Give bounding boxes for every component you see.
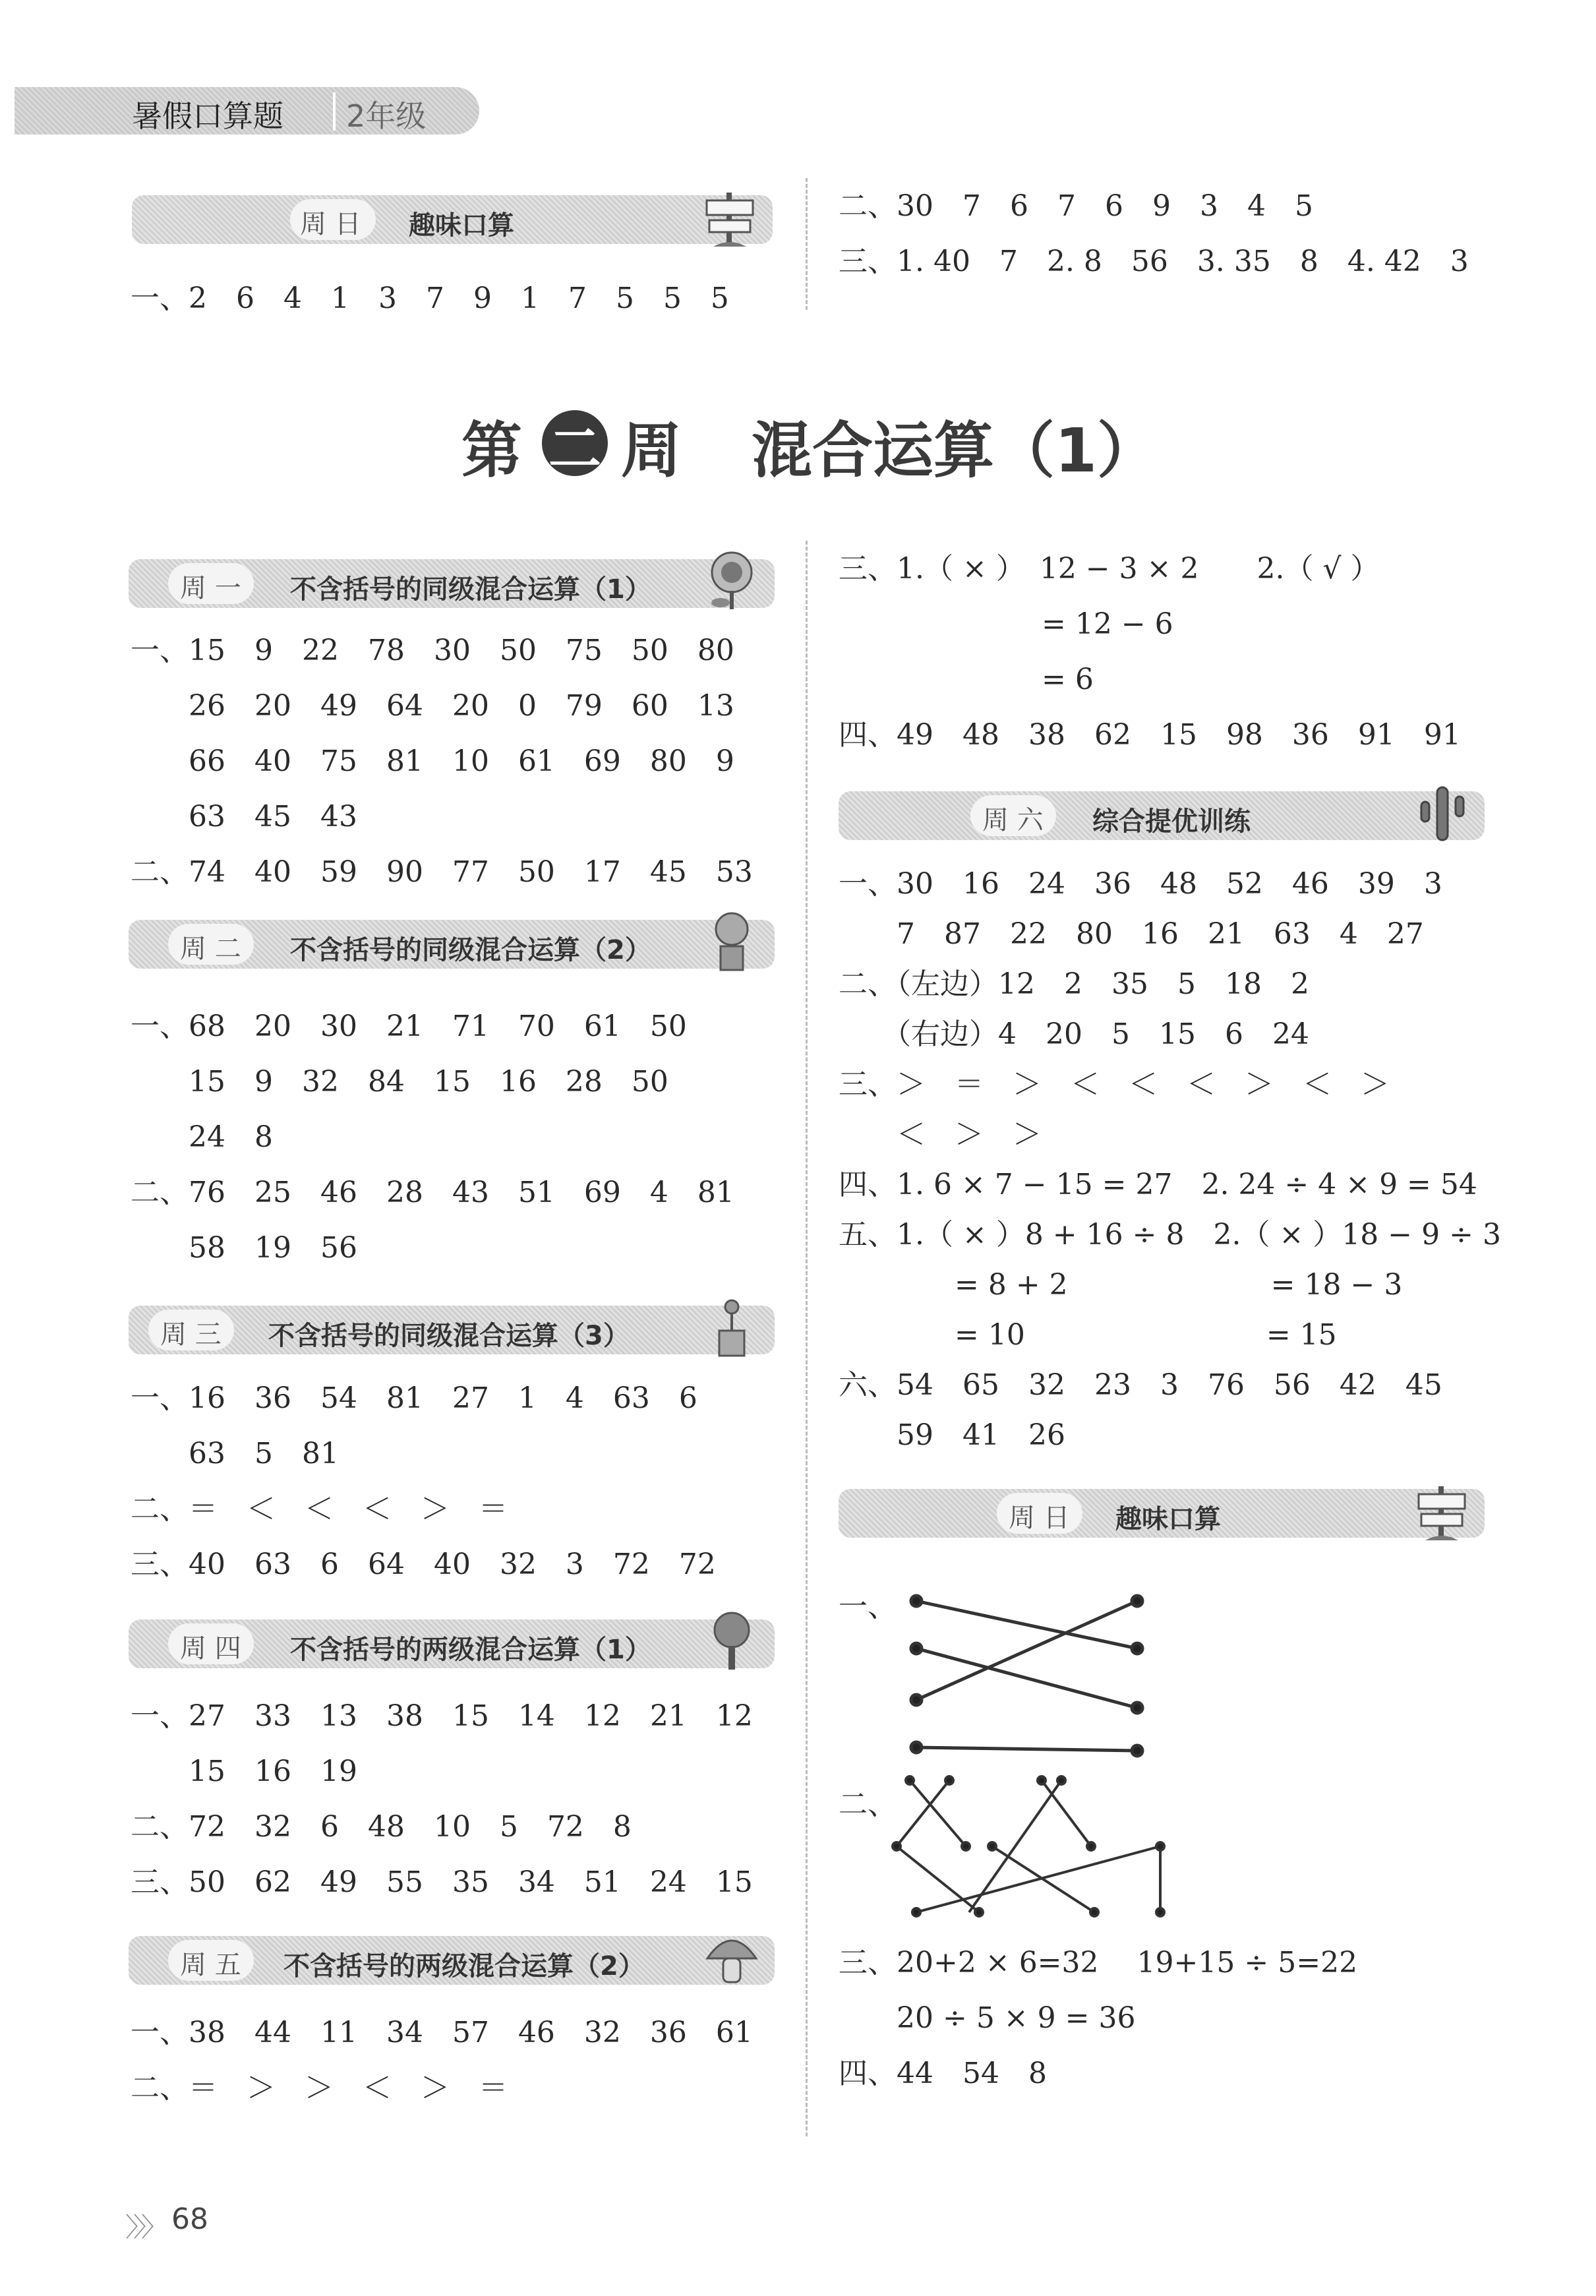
answer-line: 四、49 48 38 62 15 98 36 91 91 [839,718,1461,752]
page-arrows-icon: 〉〉〉 [125,2212,162,2243]
section-title: 趣味口算 [1115,1504,1221,1534]
answer-line: 63 5 81 [131,1437,339,1470]
answer-line: （右边）4 20 5 15 6 24 [839,1017,1309,1051]
sunflower-icon [702,550,761,613]
answer-line: 20 ÷ 5 × 9 = 36 [839,2001,1136,2035]
signpost-icon [1412,1480,1471,1543]
matching-lines-diagram-1 [903,1589,1154,1761]
answer-line: 66 40 75 81 10 61 69 80 9 [131,744,734,778]
day-label: 周 四 [180,1633,241,1664]
week-number: 二 [548,419,601,480]
answer-line: 24 8 [131,1120,273,1154]
week-title-suffix: 周 [621,415,682,486]
section-title: 趣味口算 [409,210,514,241]
section-title: 不含括号的同级混合运算（3） [268,1321,630,1351]
answer-line: 三、1. 40 7 2. 8 56 3. 35 8 4. 42 3 [839,245,1469,278]
answer-line: 63 45 43 [131,800,357,833]
day-label: 周 一 [180,573,241,603]
answer-line: 三、20+2 × 6=32 19+15 ÷ 5=22 [839,1946,1358,1979]
section-title: 不含括号的两级混合运算（2） [283,1951,645,1981]
answer-line: = 6 [839,663,1094,696]
section-title: 综合提优训练 [1092,806,1251,837]
week-title-prefix: 第 [461,415,523,486]
answer-line: 三、1.（ × ） 12 − 3 × 2 2.（ √ ） [839,552,1380,586]
answer-line: 7 87 22 80 16 21 63 4 27 [839,917,1424,951]
answer-line: 六、54 65 32 23 3 76 56 42 45 [839,1368,1442,1402]
signpost-icon [700,186,759,249]
answer-line: 二、＝ ＜ ＜ ＜ ＞ ＝ [131,1492,508,1526]
section-header-sunday [839,1489,1485,1538]
section-header-saturday [839,791,1485,840]
answer-label: 二、 [839,1788,897,1821]
answer-line: ＜ ＞ ＞ [839,1118,1042,1151]
plant-pot-icon [702,1296,761,1360]
day-label: 周 六 [982,805,1044,835]
section-header-sunday-top [132,195,773,244]
header-separator [333,92,336,131]
answer-line: 15 16 19 [131,1755,357,1788]
day-label: 周 三 [160,1319,222,1350]
day-label: 周 二 [180,934,241,964]
answer-line: = 12 − 6 [839,607,1173,641]
answer-line: 三、40 63 6 64 40 32 3 72 72 [131,1548,716,1581]
answer-line: 二、74 40 59 90 77 50 17 45 53 [131,855,753,889]
day-label: 周 日 [300,209,361,239]
answer-line: 二、76 25 46 28 43 51 69 4 81 [131,1176,734,1209]
section-title: 不含括号的两级混合运算（1） [290,1635,651,1665]
answer-line: 二、72 32 6 48 10 5 72 8 [131,1810,632,1844]
answer-line: 15 9 32 84 15 16 28 50 [131,1065,668,1099]
answer-line: 59 41 26 [839,1418,1065,1452]
answer-line: 一、30 16 24 36 48 52 46 39 3 [839,867,1442,901]
answer-line: 五、1.（ × ）8 + 16 ÷ 8 2.（ × ）18 − 9 ÷ 3 [839,1218,1501,1252]
answer-line: 三、＞ ＝ ＞ ＜ ＜ ＜ ＞ ＜ ＞ [839,1068,1390,1101]
flower-pot-icon [702,911,761,974]
page-number: 68 [171,2202,208,2236]
answer-line: 四、1. 6 × 7 − 15 = 27 2. 24 ÷ 4 × 9 = 54 [839,1168,1477,1201]
answer-line: 58 19 56 [131,1231,357,1265]
section-header-friday [129,1936,775,1985]
section-header-thursday [129,1619,775,1668]
book-title: 暑假口算题 [132,98,283,134]
day-label: 周 五 [180,1950,241,1980]
answer-line: 二、＝ ＞ ＞ ＜ ＞ ＝ [131,2071,508,2105]
answer-line: 一、16 36 54 81 27 1 4 63 6 [131,1381,697,1415]
answer-line: 二、30 7 6 7 6 9 3 4 5 [839,189,1313,223]
section-title: 不含括号的同级混合运算（1） [290,574,651,605]
grade-label: 2年级 [346,98,427,134]
day-label: 周 日 [1009,1503,1070,1533]
answer-line: = 8 + 2 = 18 − 3 [839,1268,1403,1302]
column-divider [806,541,808,2136]
cactus-icon [1412,782,1471,845]
section-header-monday [129,559,775,608]
answer-line: 四、44 54 8 [839,2057,1047,2090]
answer-line: 一、27 33 13 38 15 14 12 21 12 [131,1699,753,1733]
section-header-tuesday [129,920,775,969]
section-header-wednesday [129,1306,775,1354]
answer-line: 一、68 20 30 21 71 70 61 50 [131,1010,687,1043]
answer-line: = 10 = 15 [839,1318,1337,1352]
matching-lines-diagram-2 [890,1767,1180,1925]
week-title: 混合运算（1） [752,415,1158,486]
section-title: 不含括号的同级混合运算（2） [290,935,651,965]
answer-line: 一、38 44 11 34 57 46 32 36 61 [131,2016,753,2049]
answer-line: 一、2 6 4 1 3 7 9 1 7 5 5 5 [131,282,729,315]
mushroom-icon [702,1927,761,1990]
tree-icon [702,1610,761,1674]
answer-line: 26 20 49 64 20 0 79 60 13 [131,689,734,723]
answer-label: 一、 [839,1590,897,1623]
answer-line: 一、15 9 22 78 30 50 75 50 80 [131,634,734,667]
column-divider [806,178,808,310]
answer-line: 三、50 62 49 55 35 34 51 24 15 [131,1865,753,1899]
answer-line: 二、（左边）12 2 35 5 18 2 [839,967,1309,1001]
